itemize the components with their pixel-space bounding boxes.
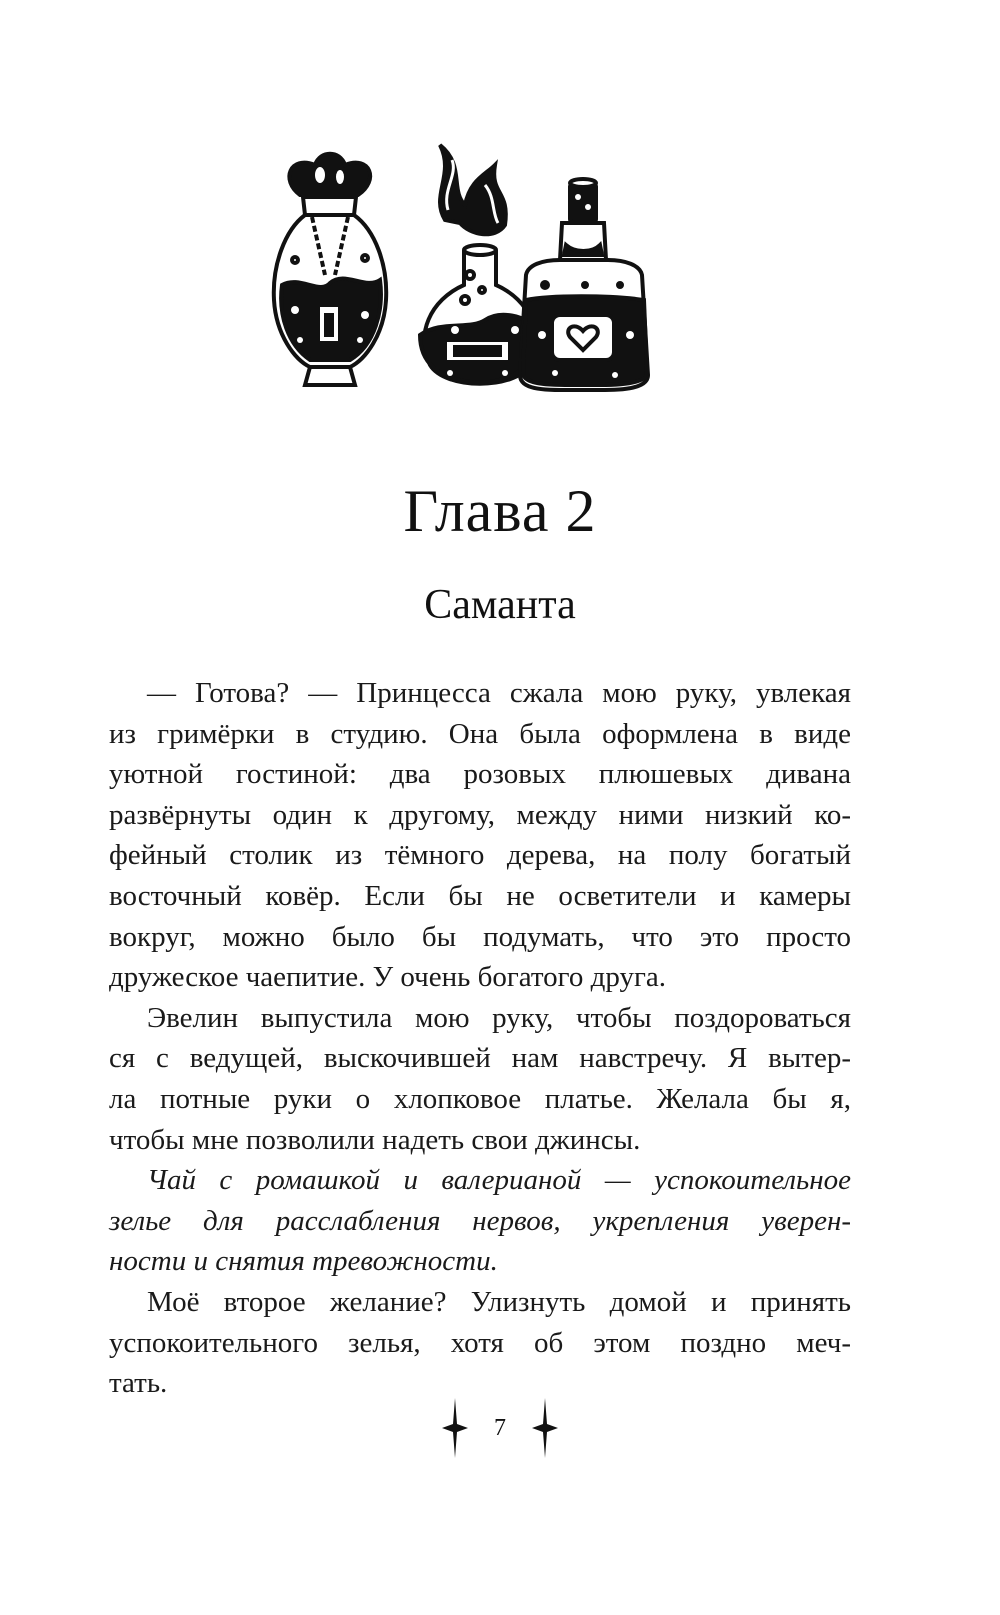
chapter-title: Глава 2: [403, 478, 597, 544]
page-number: 7: [494, 1414, 506, 1441]
text-line: уютной гостиной: два розовых плюшевых дивана: [109, 758, 851, 791]
chapter-subtitle: Саманта: [424, 582, 576, 628]
four-point-star-icon: [532, 1398, 558, 1458]
text-line: ности и снятия тревожности.: [109, 1245, 498, 1278]
paragraph: [109, 1282, 851, 1404]
text-line: ла потные руки о хлопковое платье. Желала бы я,: [109, 1082, 851, 1115]
text-line: тать.: [109, 1367, 168, 1400]
text-line: чтобы мне позволили надеть свои джинсы.: [109, 1123, 641, 1156]
page-footer: [0, 1398, 1000, 1458]
text-line: ся с ведущей, выскочившей нам навстречу. Я вытер-: [109, 1042, 851, 1075]
paragraph: [109, 673, 851, 998]
text-line: успокоительного зелья, хотя об этом поздно меч-: [109, 1326, 851, 1359]
potion-bottle-crown-stopper-icon: [274, 154, 386, 385]
text-line: Моё второе желание? Улизнуть домой и принять: [147, 1285, 851, 1318]
four-point-star-icon: [442, 1398, 468, 1458]
text-line: восточный ковёр. Если бы не осветители и камеры: [109, 879, 851, 912]
text-line: развёрнуты один к другому, между ними низкий ко-: [109, 798, 851, 831]
text-line: Чай с ромашкой и валерианой — успокоительное: [147, 1164, 851, 1197]
potion-bottles-illustration: [270, 135, 680, 400]
text-line: фейный столик из тёмного дерева, на полу богатый: [109, 839, 851, 872]
text-line: — Готова? — Принцесса сжала мою руку, увлекая: [147, 677, 851, 709]
chapter-body: [109, 673, 851, 1404]
text-line: Эвелин выпустила мою руку, чтобы поздороватьcя: [147, 1001, 851, 1034]
text-line: зелье для расслабления нервов, укрепления уверен-: [109, 1204, 851, 1237]
text-line: из гримёрки в студию. Она была оформлена в виде: [109, 717, 851, 750]
text-line: дружеское чаепитие. У очень богатого друга.: [109, 961, 666, 994]
paragraph: [109, 998, 851, 1160]
text-line: вокруг, можно было бы подумать, что это просто: [109, 920, 851, 953]
potion-spray-bottle-heart-icon: [520, 179, 648, 390]
italic-paragraph: [109, 1160, 851, 1282]
